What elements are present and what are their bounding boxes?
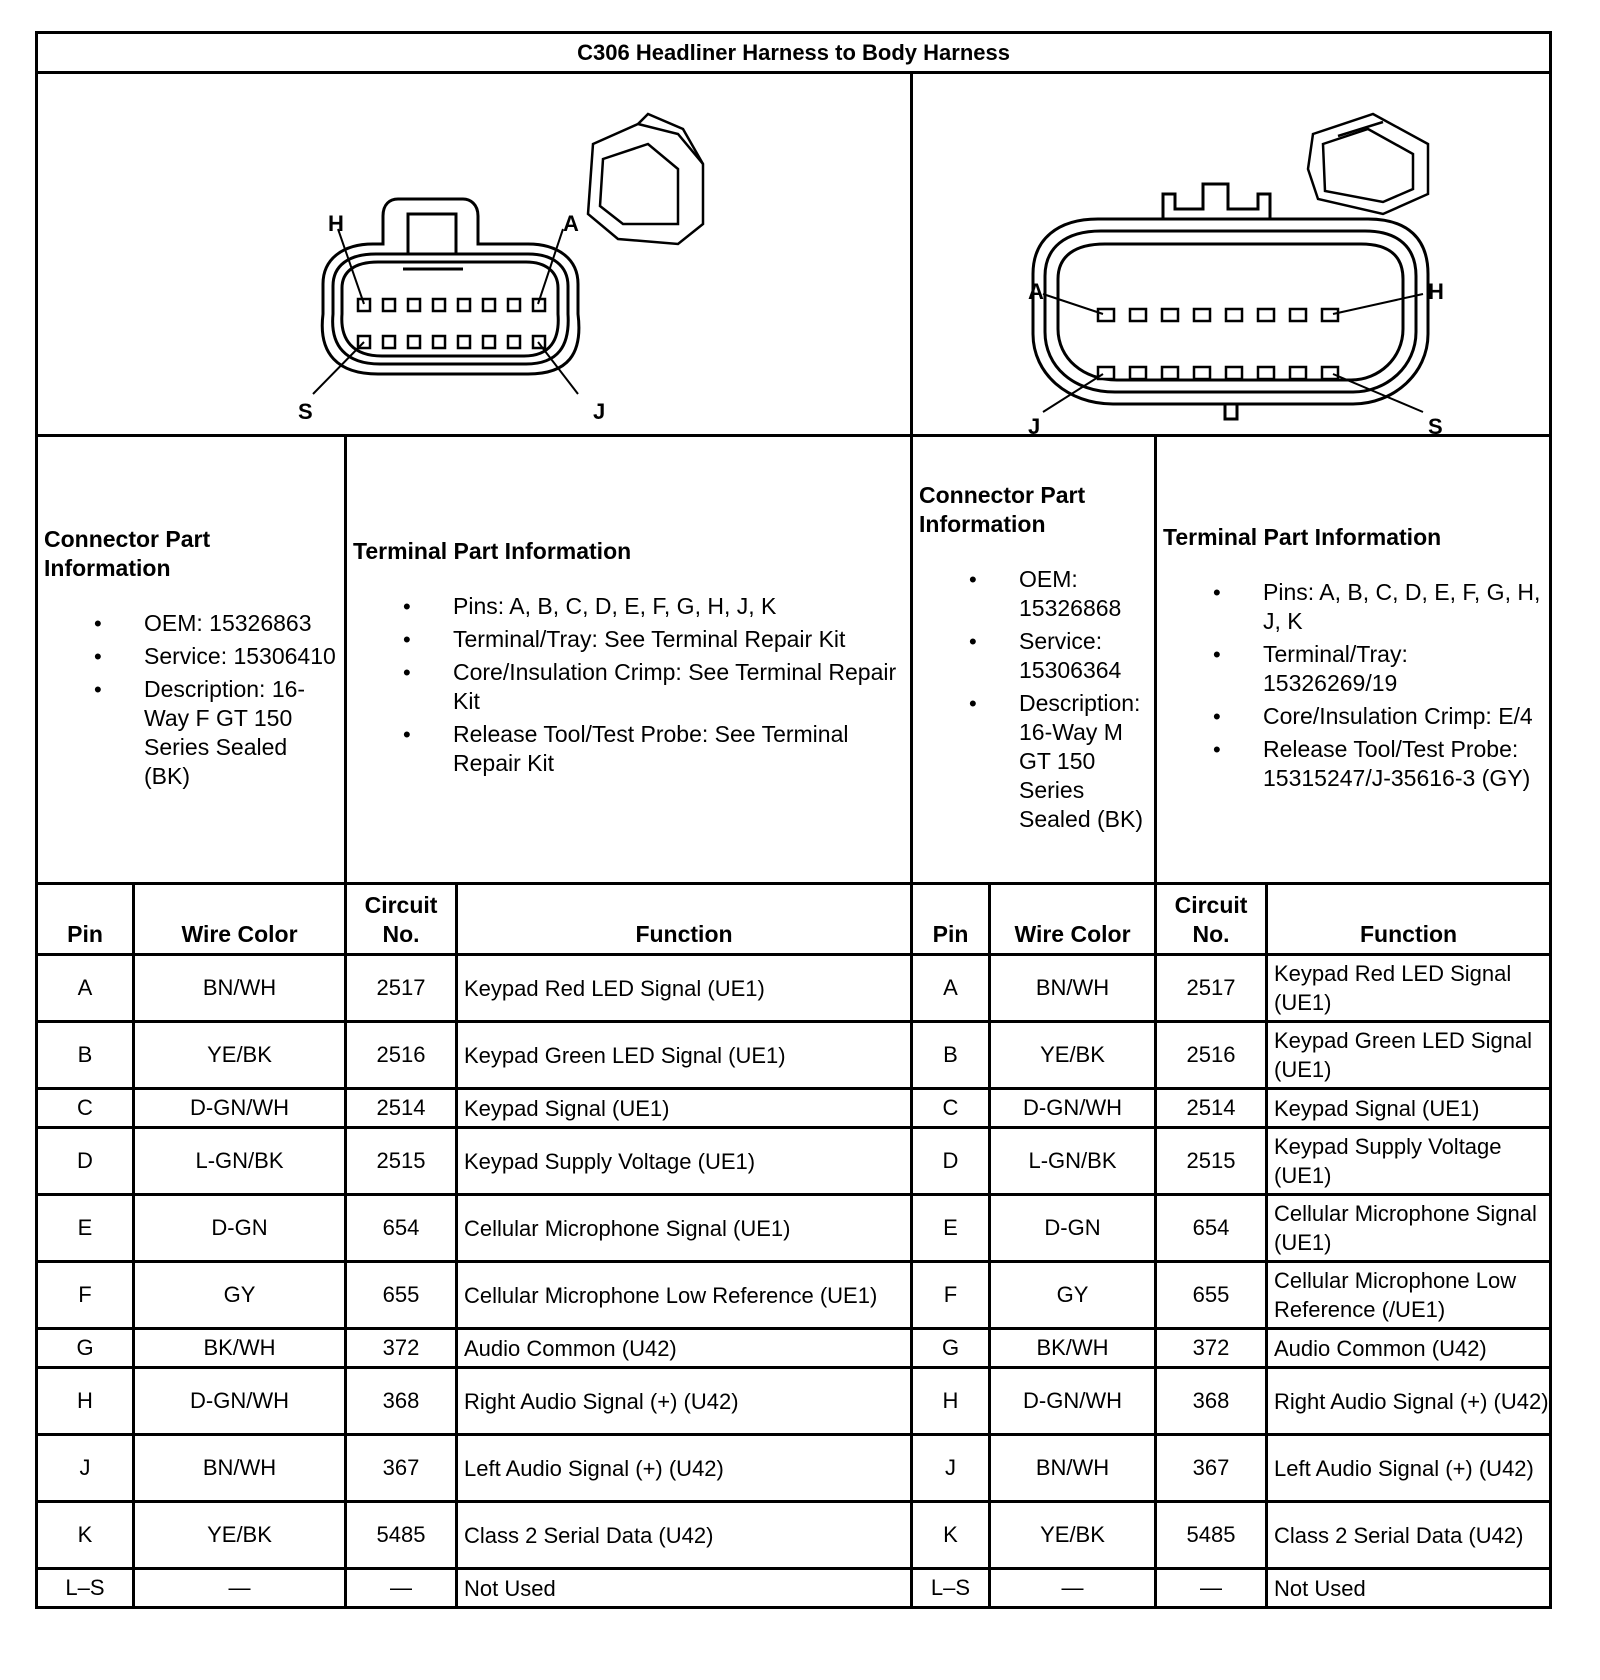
wire-color-cell: D-GN/WH [990, 1368, 1156, 1435]
pin-cell: H [912, 1368, 990, 1435]
female-terminal-part-info [346, 436, 912, 884]
function-cell: Keypad Signal (UE1) [457, 1089, 912, 1128]
table-row [37, 1195, 1551, 1262]
circuit-cell: 2514 [1156, 1089, 1267, 1128]
circuit-cell: 372 [1156, 1329, 1267, 1368]
circuit-cell: 2515 [1156, 1128, 1267, 1195]
pin-cell: C [37, 1089, 134, 1128]
wire-color-cell: BN/WH [990, 1435, 1156, 1502]
header-wire-color: Wire Color [990, 884, 1156, 955]
circuit-cell: — [346, 1569, 457, 1608]
circuit-cell: 368 [1156, 1368, 1267, 1435]
circuit-cell: 2516 [346, 1022, 457, 1089]
circuit-cell: 5485 [1156, 1502, 1267, 1569]
function-cell: Audio Common (U42) [457, 1329, 912, 1368]
table-row [37, 1022, 1551, 1089]
pin-cell: B [37, 1022, 134, 1089]
terminal-info-item: • Core/Insulation Crimp: E/4 [1213, 702, 1543, 731]
terminal-info-heading: Terminal Part Information [1163, 523, 1442, 550]
wire-color-cell: BK/WH [134, 1329, 346, 1368]
function-cell: Class 2 Serial Data (U42) [457, 1502, 912, 1569]
function-cell: Left Audio Signal (+) (U42) [1267, 1435, 1551, 1502]
terminal-info-item: • Pins: A, B, C, D, E, F, G, H, J, K [403, 592, 904, 621]
female-connector-part-info [37, 436, 346, 884]
connector-info-item: • Service: 15306364 [969, 627, 1148, 685]
wire-color-cell: YE/BK [134, 1022, 346, 1089]
function-cell: Audio Common (U42) [1267, 1329, 1551, 1368]
document-title: C306 Headliner Harness to Body Harness [37, 33, 1551, 73]
circuit-cell: 655 [1156, 1262, 1267, 1329]
header-circuit-no: Circuit No. [346, 884, 457, 955]
wire-color-cell: D-GN/WH [990, 1089, 1156, 1128]
connector-table [35, 31, 1552, 1609]
pin-cell: J [37, 1435, 134, 1502]
pin-cell: G [912, 1329, 990, 1368]
pin-cell: L–S [912, 1569, 990, 1608]
male-label-top-right: H [1428, 279, 1444, 304]
terminal-info-item: • Release Tool/Test Probe: 15315247/J-35616-3 (GY) [1213, 735, 1543, 793]
female-connector-illustration [38, 74, 908, 434]
pin-cell: L–S [37, 1569, 134, 1608]
function-cell: Cellular Microphone Low Reference (/UE1) [1267, 1262, 1551, 1329]
wire-color-cell: D-GN/WH [134, 1089, 346, 1128]
terminal-info-heading: Terminal Part Information [353, 538, 632, 564]
function-cell: Keypad Supply Voltage (UE1) [1267, 1128, 1551, 1195]
function-cell: Not Used [457, 1569, 912, 1608]
wire-color-cell: GY [990, 1262, 1156, 1329]
connector-info-heading: Connector Part Information [44, 525, 211, 581]
circuit-cell: 2517 [1156, 955, 1267, 1022]
female-label-bottom-left: S [298, 399, 313, 424]
header-function: Function [457, 884, 912, 955]
pin-cell: G [37, 1329, 134, 1368]
function-cell: Keypad Green LED Signal (UE1) [457, 1022, 912, 1089]
pin-cell: B [912, 1022, 990, 1089]
male-terminal-part-info [1156, 436, 1551, 884]
circuit-cell: 2517 [346, 955, 457, 1022]
connector-document [35, 31, 1549, 1609]
pin-cell: A [912, 955, 990, 1022]
wire-color-cell: D-GN [990, 1195, 1156, 1262]
pin-cell: E [912, 1195, 990, 1262]
circuit-cell: 2516 [1156, 1022, 1267, 1089]
function-cell: Keypad Red LED Signal (UE1) [1267, 955, 1551, 1022]
male-connector-illustration [913, 74, 1549, 434]
header-pin: Pin [37, 884, 134, 955]
pin-cell: K [912, 1502, 990, 1569]
pin-cell: F [37, 1262, 134, 1329]
header-pin: Pin [912, 884, 990, 955]
header-wire-color: Wire Color [134, 884, 346, 955]
table-row [37, 1368, 1551, 1435]
header-function: Function [1267, 884, 1551, 955]
connector-info-item: • OEM: 15326863 [94, 609, 338, 638]
function-cell: Right Audio Signal (+) (U42) [1267, 1368, 1551, 1435]
function-cell: Cellular Microphone Low Reference (UE1) [457, 1262, 912, 1329]
wire-color-cell: YE/BK [990, 1502, 1156, 1569]
table-row [37, 1502, 1551, 1569]
function-cell: Keypad Red LED Signal (UE1) [457, 955, 912, 1022]
connector-info-item: • Description: 16-Way M GT 150 Series Sealed (BK) [969, 689, 1148, 834]
female-label-top-right: A [563, 211, 579, 236]
circuit-cell: 654 [346, 1195, 457, 1262]
pin-cell: E [37, 1195, 134, 1262]
wire-color-cell: — [990, 1569, 1156, 1608]
function-cell: Keypad Green LED Signal (UE1) [1267, 1022, 1551, 1089]
circuit-cell: — [1156, 1569, 1267, 1608]
function-cell: Cellular Microphone Signal (UE1) [457, 1195, 912, 1262]
terminal-info-item: • Terminal/Tray: 15326269/19 [1213, 640, 1543, 698]
terminal-info-item: • Core/Insulation Crimp: See Terminal Repair Kit [403, 658, 904, 716]
pin-cell: A [37, 955, 134, 1022]
connector-info-item: • OEM: 15326868 [969, 565, 1148, 623]
connector-info-heading: Connector Part Information [919, 482, 1086, 537]
function-cell: Right Audio Signal (+) (U42) [457, 1368, 912, 1435]
function-cell: Keypad Signal (UE1) [1267, 1089, 1551, 1128]
function-cell: Class 2 Serial Data (U42) [1267, 1502, 1551, 1569]
connector-info-item: • Service: 15306410 [94, 642, 338, 671]
pin-cell: K [37, 1502, 134, 1569]
wire-color-cell: L-GN/BK [990, 1128, 1156, 1195]
wire-color-cell: BK/WH [990, 1329, 1156, 1368]
function-cell: Left Audio Signal (+) (U42) [457, 1435, 912, 1502]
pin-cell: F [912, 1262, 990, 1329]
wire-color-cell: L-GN/BK [134, 1128, 346, 1195]
pin-cell: D [912, 1128, 990, 1195]
female-label-top-left: H [328, 211, 344, 236]
table-row [37, 1089, 1551, 1128]
pin-rows [37, 955, 1551, 1608]
column-headers [37, 884, 1551, 955]
pin-cell: H [37, 1368, 134, 1435]
wire-color-cell: BN/WH [134, 955, 346, 1022]
pin-cell: C [912, 1089, 990, 1128]
wire-color-cell: YE/BK [134, 1502, 346, 1569]
circuit-cell: 5485 [346, 1502, 457, 1569]
male-label-bottom-left: J [1028, 414, 1041, 434]
table-row [37, 1569, 1551, 1608]
pin-cell: D [37, 1128, 134, 1195]
pin-cell: J [912, 1435, 990, 1502]
table-row [37, 1262, 1551, 1329]
circuit-cell: 654 [1156, 1195, 1267, 1262]
table-row [37, 1435, 1551, 1502]
wire-color-cell: BN/WH [134, 1435, 346, 1502]
male-connector-diagram [912, 73, 1551, 436]
male-label-bottom-right: S [1428, 414, 1443, 434]
terminal-info-item: • Pins: A, B, C, D, E, F, G, H, J, K [1213, 578, 1543, 636]
circuit-cell: 367 [1156, 1435, 1267, 1502]
function-cell: Cellular Microphone Signal (UE1) [1267, 1195, 1551, 1262]
wire-color-cell: D-GN/WH [134, 1368, 346, 1435]
wire-color-cell: YE/BK [990, 1022, 1156, 1089]
male-label-top-left: A [1028, 279, 1044, 304]
female-label-bottom-right: J [593, 399, 606, 424]
circuit-cell: 2514 [346, 1089, 457, 1128]
circuit-cell: 655 [346, 1262, 457, 1329]
function-cell: Keypad Supply Voltage (UE1) [457, 1128, 912, 1195]
circuit-cell: 368 [346, 1368, 457, 1435]
female-connector-diagram [37, 73, 912, 436]
wire-color-cell: BN/WH [990, 955, 1156, 1022]
header-circuit-no: Circuit No. [1156, 884, 1267, 955]
wire-color-cell: GY [134, 1262, 346, 1329]
wire-color-cell: — [134, 1569, 346, 1608]
function-cell: Not Used [1267, 1569, 1551, 1608]
circuit-cell: 2515 [346, 1128, 457, 1195]
circuit-cell: 372 [346, 1329, 457, 1368]
circuit-cell: 367 [346, 1435, 457, 1502]
table-row [37, 1128, 1551, 1195]
male-connector-part-info [912, 436, 1156, 884]
table-row [37, 955, 1551, 1022]
terminal-info-item: • Terminal/Tray: See Terminal Repair Kit [403, 625, 904, 654]
wire-color-cell: D-GN [134, 1195, 346, 1262]
table-row [37, 1329, 1551, 1368]
terminal-info-item: • Release Tool/Test Probe: See Terminal Repair Kit [403, 720, 904, 778]
connector-info-item: • Description: 16-Way F GT 150 Series Sealed (BK) [94, 675, 338, 791]
